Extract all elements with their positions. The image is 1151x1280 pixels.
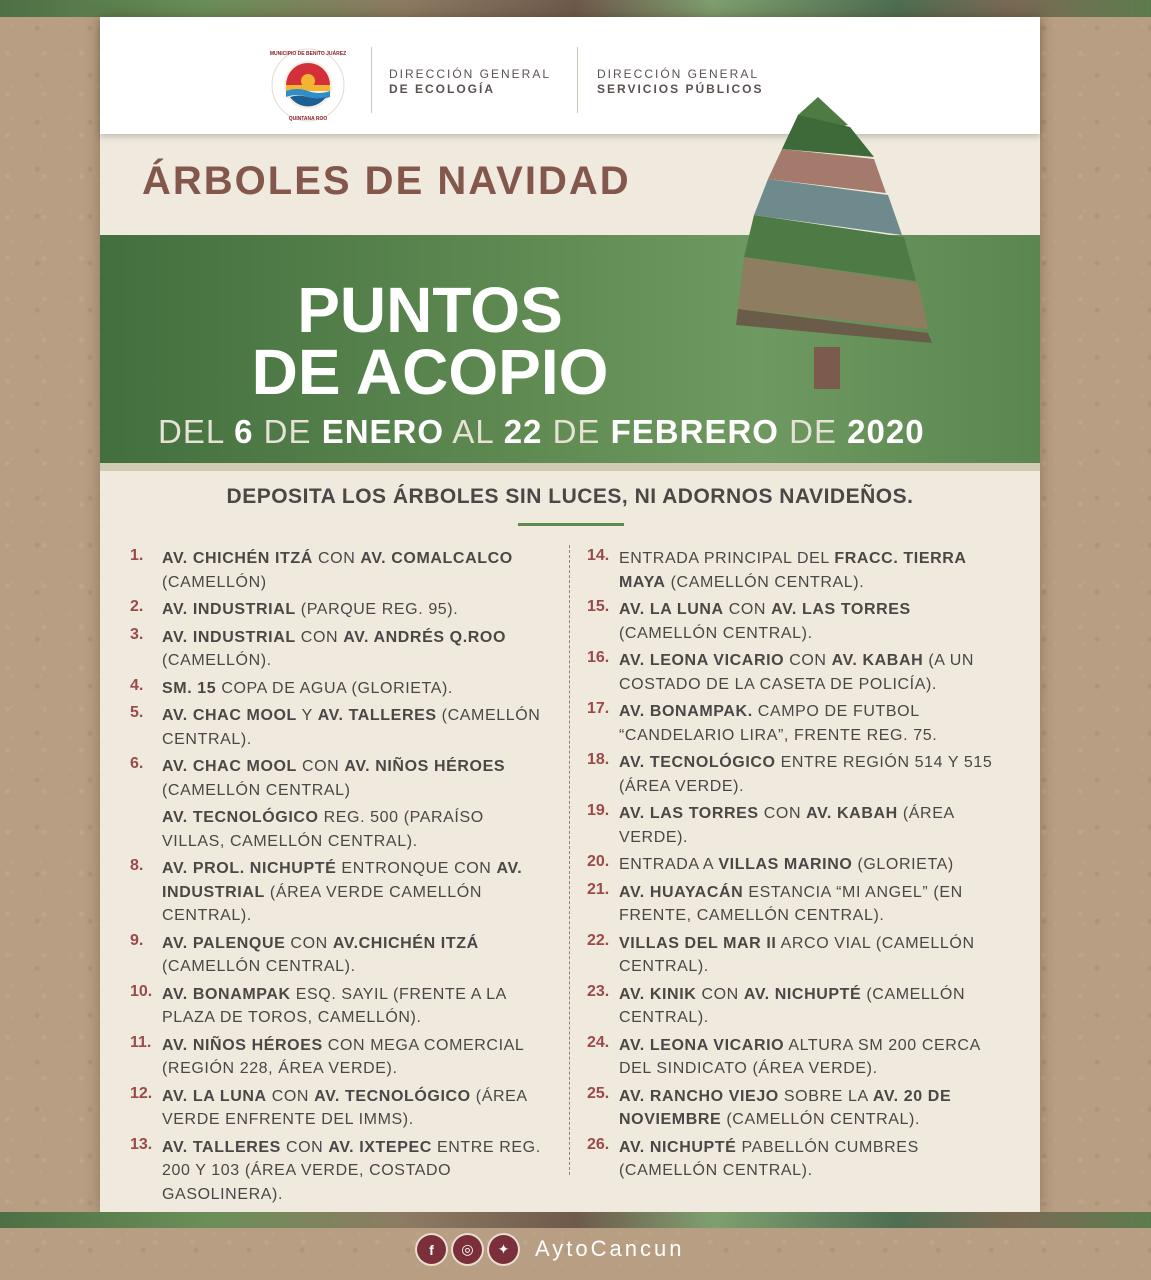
list-item [130,1085,550,1132]
christmas-tree-icon [728,97,938,407]
item-number: 20. [587,853,610,870]
list-item [130,547,550,594]
locations-list-left [130,547,550,1210]
item-number: 3. [130,625,144,643]
date-year: 2020 [847,413,925,450]
date-month2: FEBRERO [610,413,779,450]
banner-line1: PUNTOS [297,274,563,346]
instagram-icon[interactable]: ◎ [453,1235,482,1264]
twitter-icon[interactable]: ✦ [489,1235,518,1264]
list-item [587,983,1007,1030]
item-text: AV. NICHUPTÉ PABELLÓN CUMBRES (CAMELLÓN CENTRAL). [619,1138,919,1179]
date-de3: DE [778,413,848,450]
item-text: AV. LA LUNA CON AV. LAS TORRES (CAMELLÓN CENTRAL). [619,601,911,642]
dept-ecologia [389,67,551,97]
list-item [587,700,1007,747]
list-item [130,626,550,673]
item-number: 8. [130,857,144,874]
list-item [130,857,550,928]
list-item [587,751,1007,798]
item-number: 17. [587,700,610,717]
list-item [130,1136,550,1207]
item-text: ENTRADA A VILLAS MARINO (GLORIETA) [619,856,954,873]
item-number: 14. [587,547,610,564]
item-number: 2. [130,598,144,615]
item-text: AV. TECNOLÓGICO ENTRE REGIÓN 514 Y 515 (ÁREA VERDE). [619,754,993,795]
page-title: ÁRBOLES DE NAVIDAD [142,159,631,203]
list-item [587,649,1007,696]
item-number: 25. [587,1084,610,1102]
item-text: AV. INDUSTRIAL (PARQUE REG. 95). [162,601,459,618]
seal-bottom-text: QUINTANA ROO [288,116,328,122]
list-item [587,932,1007,979]
item-number: 18. [587,751,610,768]
dept-servicios [597,67,763,97]
item-text: AV. HUAYACÁN ESTANCIA “MI ANGEL” (EN FRENTE, CAMELLÓN CENTRAL). [619,883,963,924]
item-number: 21. [587,880,610,898]
item-text: AV. LEONA VICARIO CON AV. KABAH (A UN COSTADO DE LA CASETA DE POLICÍA). [619,652,974,693]
item-text: AV. KINIK CON AV. NICHUPTÉ (CAMELLÓN CENTRAL). [619,985,966,1026]
item-text: SM. 15 COPA DE AGUA (GLORIETA). [162,679,453,697]
list-item [130,755,550,802]
list-item [587,1034,1007,1081]
item-number: 13. [130,1135,153,1153]
dept-ecologia-line2: DE ECOLOGÍA [389,82,496,96]
item-text: AV. LEONA VICARIO ALTURA SM 200 CERCA DEL SINDICATO (ÁREA VERDE). [619,1036,980,1077]
item-number: 23. [587,982,610,1000]
banner-line2: DE ACOPIO [251,336,609,408]
item-text: VILLAS DEL MAR II ARCO VIAL (CAMELLÓN CENTRAL). [619,934,975,975]
item-number: 9. [130,931,144,949]
header-divider [371,47,372,113]
list-item [130,932,550,979]
list-item [587,598,1007,645]
item-text: AV. INDUSTRIAL CON AV. ANDRÉS Q.ROO (CAMELLÓN). [162,628,507,669]
poster-card [100,17,1040,1212]
item-number: 15. [587,598,610,615]
date-day2: 22 [503,413,543,450]
list-item [130,806,550,853]
item-text: AV. LAS TORRES CON AV. KABAH (ÁREA VERDE). [619,805,954,846]
list-item [130,598,550,622]
item-text: AV. CHAC MOOL Y AV. TALLERES (CAMELLÓN CENTRAL). [162,707,541,748]
subtitle-underline [518,523,624,526]
bottom-decorative-band [0,1212,1151,1228]
date-de2: DE [542,413,611,450]
municipal-seal-logo [270,47,346,123]
dept-servicios-line1: DIRECCIÓN GENERAL [597,67,760,81]
list-item [587,547,1007,594]
item-text: AV. BONAMPAK. CAMPO DE FUTBOL “CANDELARIO LIRA”, FRENTE REG. 75. [619,703,938,744]
seal-top-text: MUNICIPIO DE BENITO JUÁREZ [270,51,346,57]
item-number: 22. [587,931,610,949]
locations-list-right [587,547,1007,1187]
date-del: DEL [158,413,235,450]
item-text: AV. TALLERES CON AV. IXTEPEC ENTRE REG. 200 Y 103 (ÁREA VERDE, COSTADO GASOLINERA). [162,1138,541,1203]
list-item [587,802,1007,849]
social-handle[interactable]: AytoCancun [535,1236,685,1261]
item-number: 6. [130,755,144,772]
item-number: 1. [130,547,144,564]
dept-ecologia-line1: DIRECCIÓN GENERAL [389,67,552,81]
list-item [587,1085,1007,1132]
item-number: 24. [587,1033,610,1051]
item-number: 5. [130,704,144,721]
item-number: 26. [587,1135,610,1153]
item-text: AV. TECNOLÓGICO REG. 500 (PARAÍSO VILLAS, CAMELLÓN CENTRAL). [162,809,484,850]
item-text: AV. RANCHO VIEJO SOBRE LA AV. 20 DE NOVIEMBRE (CAMELLÓN CENTRAL). [619,1087,952,1128]
column-divider [569,545,570,1175]
date-al: AL [444,413,504,450]
item-text: AV. LA LUNA CON AV. TECNOLÓGICO (ÁREA VERDE ENFRENTE DEL IMMS). [162,1087,527,1128]
item-number: 16. [587,649,610,666]
list-item [587,853,1007,877]
item-number: 11. [130,1033,152,1051]
date-range [158,413,925,451]
list-item [587,881,1007,928]
instructions-subtitle: DEPOSITA LOS ÁRBOLES SIN LUCES, NI ADORNOS NAVIDEÑOS. [226,485,914,508]
item-text: AV. CHICHÉN ITZÁ CON AV. COMALCALCO (CAMELLÓN) [162,550,513,591]
list-item [130,1034,550,1081]
dept-servicios-line2: SERVICIOS PÚBLICOS [597,82,764,96]
item-text: AV. NIÑOS HÉROES CON MEGA COMERCIAL (REGIÓN 228, ÁREA VERDE). [162,1036,524,1077]
item-number: 10. [130,982,153,1000]
item-text: ENTRADA PRINCIPAL DEL FRACC. TIERRA MAYA (CAMELLÓN CENTRAL). [619,550,966,591]
item-number: 4. [130,676,144,694]
date-day1: 6 [234,413,254,450]
list-item [587,1136,1007,1183]
list-item [130,983,550,1030]
facebook-icon[interactable]: f [417,1235,446,1264]
item-text: AV. PALENQUE CON AV.CHICHÉN ITZÁ (CAMELLÓN CENTRAL). [162,934,479,975]
list-item [130,677,550,701]
top-decorative-band [0,0,1151,17]
item-text: AV. CHAC MOOL CON AV. NIÑOS HÉROES (CAMELLÓN CENTRAL) [162,758,506,799]
item-number: 12. [130,1084,153,1102]
list-item [130,704,550,751]
item-text: AV. BONAMPAK ESQ. SAYIL (FRENTE A LA PLAZA DE TOROS, CAMELLÓN). [162,985,507,1026]
date-month1: ENERO [321,413,445,450]
item-text: AV. PROL. NICHUPTÉ ENTRONQUE CON AV. INDUSTRIAL (ÁREA VERDE CAMELLÓN CENTRAL). [162,860,523,924]
date-de1: DE [253,413,322,450]
header-divider [577,47,578,113]
item-number: 19. [587,802,610,819]
